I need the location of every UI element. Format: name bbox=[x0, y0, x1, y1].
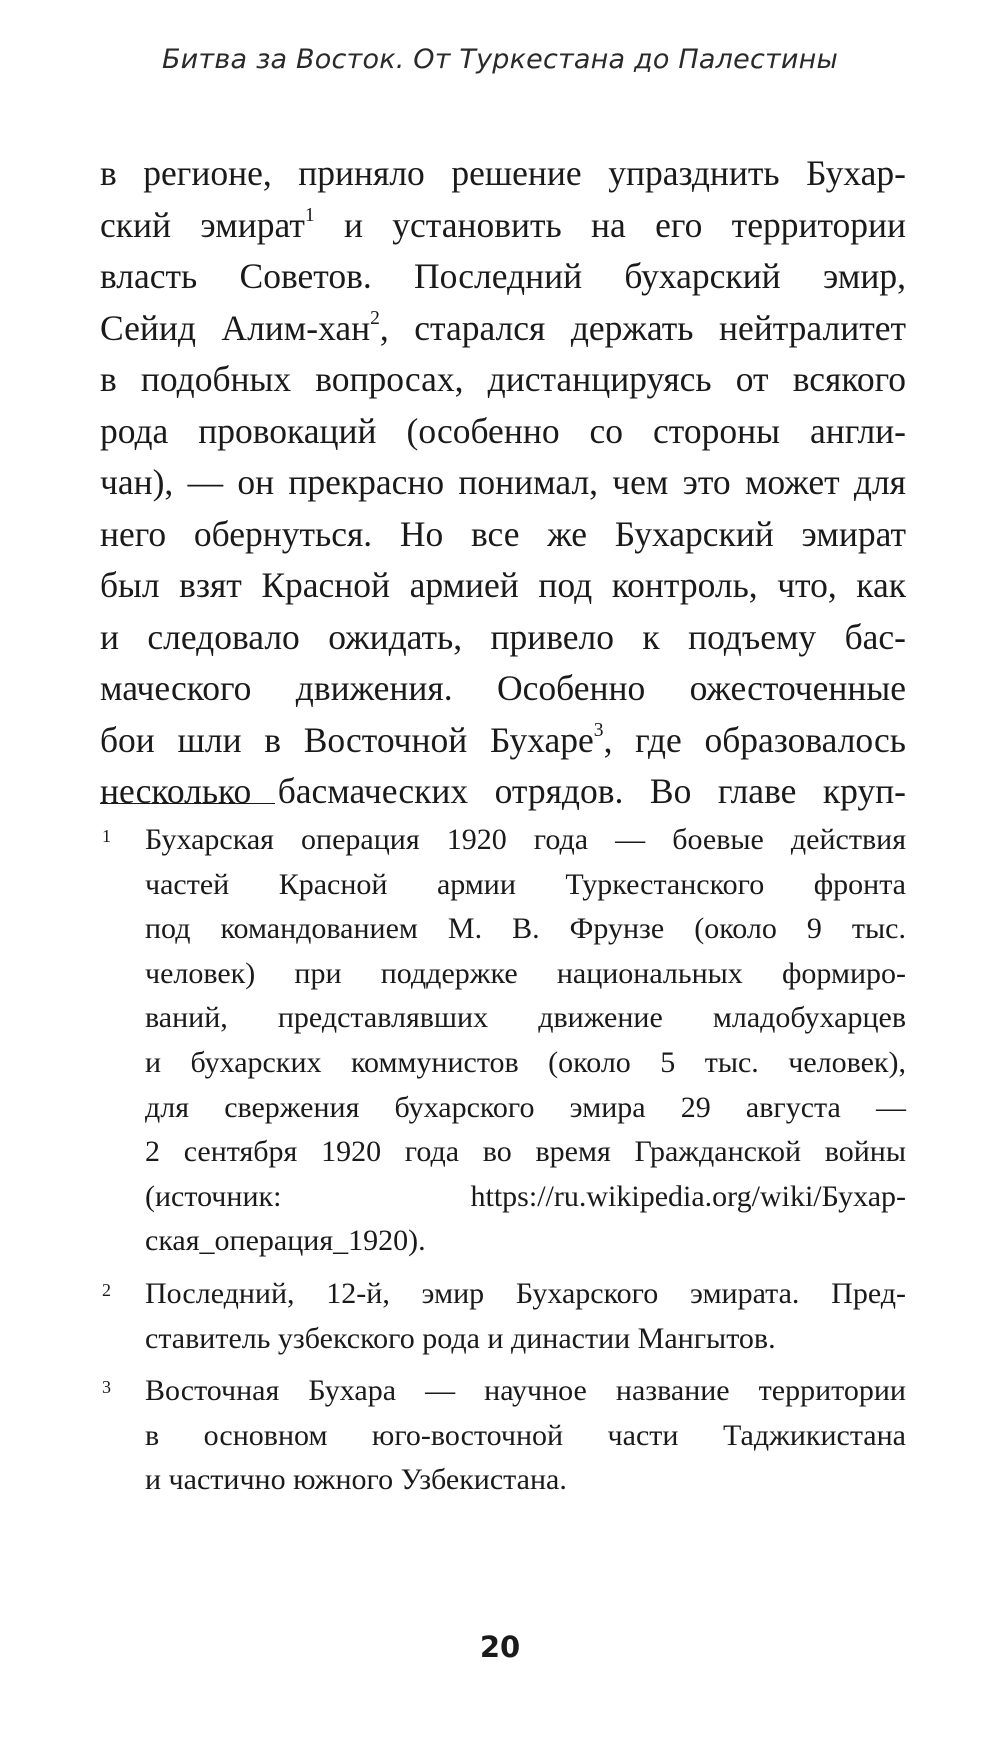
page-number: 20 bbox=[479, 1630, 521, 1664]
text-line: в регионе, приняло решение упразднить Бухар- bbox=[100, 153, 906, 193]
text-line: маческого движения. Особенно ожесточенные bbox=[100, 668, 906, 708]
text-line: был взят Красной армией под контроль, что, как bbox=[100, 565, 906, 605]
footnote-number: 3 bbox=[102, 1377, 111, 1398]
text-line: власть Советов. Последний бухарский эмир, bbox=[100, 256, 906, 296]
footnote-ref[interactable]: 2 bbox=[370, 307, 380, 329]
footnote-line: Последний, 12-й, эмир Бухарского эмирата. Пред- bbox=[145, 1276, 906, 1310]
footnote-line: для свержения бухарского эмира 29 августа — bbox=[145, 1090, 906, 1124]
footnote-line: человек) при поддержке национальных формиро- bbox=[145, 956, 906, 990]
text-line: Сейид Алим-хан$^2$, старался держать нейтралитет bbox=[100, 307, 906, 348]
main-text bbox=[100, 148, 906, 818]
footnote-ref[interactable]: 1 bbox=[304, 204, 315, 226]
footnote-number: 1 bbox=[102, 826, 111, 846]
footnote-3 bbox=[100, 1369, 906, 1503]
footnote-ref[interactable]: 3 bbox=[593, 719, 604, 741]
footnote-line: частей Красной армии Туркестанского фронта bbox=[145, 867, 906, 901]
footnote-line: Восточная Бухара — научное название территории bbox=[145, 1374, 906, 1408]
footnote-line: Бухарская операция 1920 года — боевые действия bbox=[145, 823, 906, 856]
footnote-line: в основном юго-восточной части Таджикистана bbox=[145, 1418, 906, 1452]
text-line: в подобных вопросах, дистанцируясь от всякого bbox=[100, 359, 906, 399]
footnote-line: (источник: https://ru.wikipedia.org/wiki/Бухар- bbox=[145, 1179, 906, 1213]
footnote-number: 2 bbox=[102, 1279, 111, 1300]
text-line: бои шли в Восточной Бухаре$^3$, где образовалось bbox=[100, 719, 907, 760]
running-title: Битва за Восток. От Туркестана до Палестины bbox=[161, 44, 839, 75]
footnote-line: и бухарских коммунистов (около 5 тыс. человек), bbox=[145, 1045, 906, 1079]
text-line: несколько басмаческих отрядов. Во главе круп- bbox=[100, 771, 906, 811]
text-line: рода провокаций (особенно со стороны англи- bbox=[100, 410, 906, 451]
footnote-line: ваний, представлявших движение младобухарцев bbox=[145, 1001, 906, 1035]
footnote-line: под командованием М. В. Фрунзе (около 9 тыс. bbox=[145, 912, 906, 946]
text-line: чан), — он прекрасно понимал, чем это может для bbox=[100, 462, 906, 502]
footnote-2 bbox=[100, 1272, 906, 1361]
footnote-line: и частично южного Узбекистана. bbox=[145, 1463, 567, 1497]
footnote-1 bbox=[100, 818, 906, 1264]
footnotes bbox=[100, 818, 906, 1511]
text-line: ский эмират$^1$ и установить на его территории bbox=[100, 204, 906, 245]
footnote-line: 2 сентября 1920 года во время Гражданской войны bbox=[145, 1135, 906, 1169]
text-line: него обернуться. Но все же Бухарский эмират bbox=[100, 513, 906, 554]
text-line: и следовало ожидать, привело к подъему бас- bbox=[100, 616, 906, 657]
footnote-line: ставитель узбекского рода и династии Мангытов. bbox=[145, 1321, 776, 1355]
footnote-line: ская_операция_1920). bbox=[145, 1224, 426, 1258]
footnote-divider bbox=[100, 803, 275, 804]
